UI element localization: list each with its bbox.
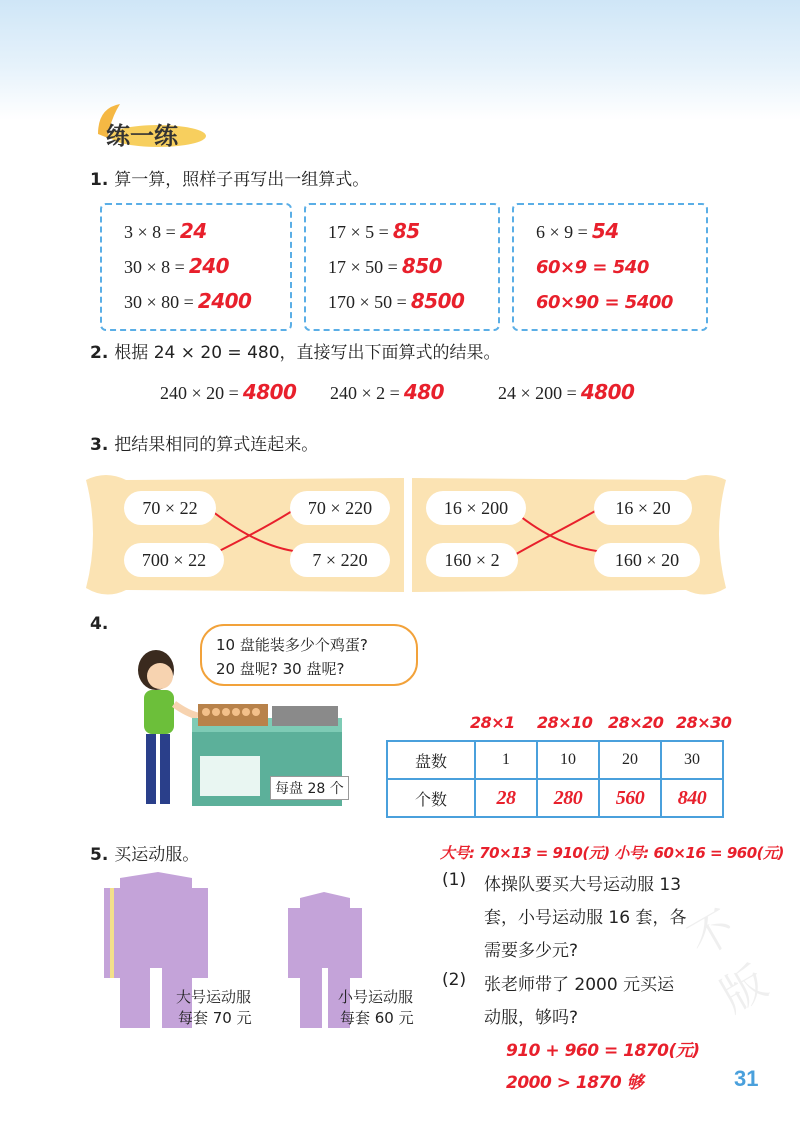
q3-expr[interactable]: 160 × 2 — [426, 543, 518, 577]
table-cell[interactable]: 840 — [661, 779, 723, 817]
q1-box-2 — [304, 203, 500, 331]
table-cell: 20 — [599, 741, 661, 779]
q5-sub2-number: (2) — [442, 970, 467, 990]
q3-band — [86, 470, 726, 600]
q1-answer: 85 — [392, 219, 420, 243]
counter-label: 每盘 28 个 — [270, 776, 349, 800]
page-number: 31 — [734, 1066, 759, 1091]
small-suit-name: 小号运动服 — [338, 988, 414, 1006]
section-title: 练一练 — [106, 122, 178, 150]
table-cell: 10 — [537, 741, 599, 779]
q5-number: 5. — [90, 845, 109, 865]
q5-sub1-line: 需要多少元? — [484, 941, 579, 961]
q4-work: 28×10 — [537, 713, 593, 732]
q2-expr: 240 × 2 = — [330, 383, 400, 403]
q2-answer: 480 — [403, 380, 445, 404]
q5-prompt — [90, 840, 199, 865]
q2-text: 根据 24 × 20 = 480，直接写出下面算式的结果。 — [114, 343, 501, 363]
large-suit-price: 每套 70 元 — [178, 1009, 252, 1027]
q1-expr: 17 × 50 = — [328, 257, 398, 277]
table-cell[interactable]: 28 — [475, 779, 537, 817]
q5-sub1-line: 体操队要买大号运动服 13 — [484, 875, 682, 895]
q1-answer: 24 — [179, 219, 207, 243]
table-row — [387, 779, 723, 817]
table-row — [387, 741, 723, 779]
q1-answer: 60×90 = 5400 — [536, 292, 673, 313]
q4-work: 28×1 — [470, 713, 515, 732]
q2-item — [330, 380, 444, 404]
bubble-line-1: 10 盘能装多少个鸡蛋? — [216, 636, 368, 654]
q1-expr: 17 × 5 = — [328, 222, 389, 242]
q3-expr[interactable]: 16 × 200 — [426, 491, 526, 525]
q3-prompt — [90, 430, 318, 455]
q1-answer: 850 — [401, 254, 443, 278]
q2-answer: 4800 — [242, 380, 297, 404]
q3-expr[interactable]: 16 × 20 — [594, 491, 692, 525]
q5-work: 910 + 960 = 1870(元) — [506, 1041, 700, 1061]
small-suit-price: 每套 60 元 — [340, 1009, 414, 1027]
q1-answer: 2400 — [197, 289, 252, 313]
q5-sub2-line: 动服，够吗? — [484, 1008, 579, 1028]
q4-work: 28×20 — [608, 713, 664, 732]
q1-expr: 170 × 50 = — [328, 292, 407, 312]
q4-work: 28×30 — [676, 713, 732, 732]
q2-prompt — [90, 338, 501, 363]
table-header: 盘数 — [387, 741, 475, 779]
q1-box-1 — [100, 203, 292, 331]
table-cell: 30 — [661, 741, 723, 779]
q5-sub1-number: (1) — [442, 870, 467, 890]
q4-table — [386, 740, 724, 818]
q5-sub1-line: 套，小号运动服 16 套，各 — [484, 908, 687, 928]
q1-answer: 240 — [188, 254, 230, 278]
q1-expr: 30 × 8 = — [124, 257, 185, 277]
q1-number: 1. — [90, 170, 109, 190]
large-suit-name: 大号运动服 — [176, 988, 252, 1006]
table-cell: 1 — [475, 741, 537, 779]
q3-expr[interactable]: 700 × 22 — [124, 543, 224, 577]
q1-answer: 54 — [591, 219, 619, 243]
q3-expr[interactable]: 70 × 220 — [290, 491, 390, 525]
q5-text: 买运动服。 — [114, 845, 200, 865]
q1-box-3 — [512, 203, 708, 331]
q2-answer: 4800 — [580, 380, 635, 404]
q2-item — [498, 380, 634, 404]
q3-text: 把结果相同的算式连起来。 — [114, 435, 319, 455]
q1-expr: 3 × 8 = — [124, 222, 176, 242]
q1-prompt — [90, 165, 369, 190]
q2-expr: 240 × 20 = — [160, 383, 239, 403]
q2-item — [160, 380, 296, 404]
q2-number: 2. — [90, 343, 109, 363]
table-header: 个数 — [387, 779, 475, 817]
q1-expr: 30 × 80 = — [124, 292, 194, 312]
q1-answer: 8500 — [410, 289, 465, 313]
q3-expr[interactable]: 7 × 220 — [290, 543, 390, 577]
q3-expr[interactable]: 160 × 20 — [594, 543, 700, 577]
q5-work: 2000 > 1870 够 — [506, 1073, 644, 1093]
q1-answer: 60×9 = 540 — [536, 257, 649, 278]
bubble-line-2: 20 盘呢? 30 盘呢? — [216, 660, 345, 678]
section-title-badge — [88, 98, 208, 150]
q3-expr[interactable]: 70 × 22 — [124, 491, 216, 525]
table-cell[interactable]: 560 — [599, 779, 661, 817]
q3-number: 3. — [90, 435, 109, 455]
watermark: 不 版 — [680, 901, 776, 1023]
q1-text: 算一算，照样子再写出一组算式。 — [114, 170, 370, 190]
table-cell[interactable]: 280 — [537, 779, 599, 817]
q5-work-line: 大号: 70×13 = 910(元) 小号: 60×16 = 960(元) — [440, 844, 784, 862]
q2-expr: 24 × 200 = — [498, 383, 577, 403]
q1-expr: 6 × 9 = — [536, 222, 588, 242]
q4-number: 4. — [90, 614, 109, 634]
q5-sub2-line: 张老师带了 2000 元买运 — [484, 975, 675, 995]
